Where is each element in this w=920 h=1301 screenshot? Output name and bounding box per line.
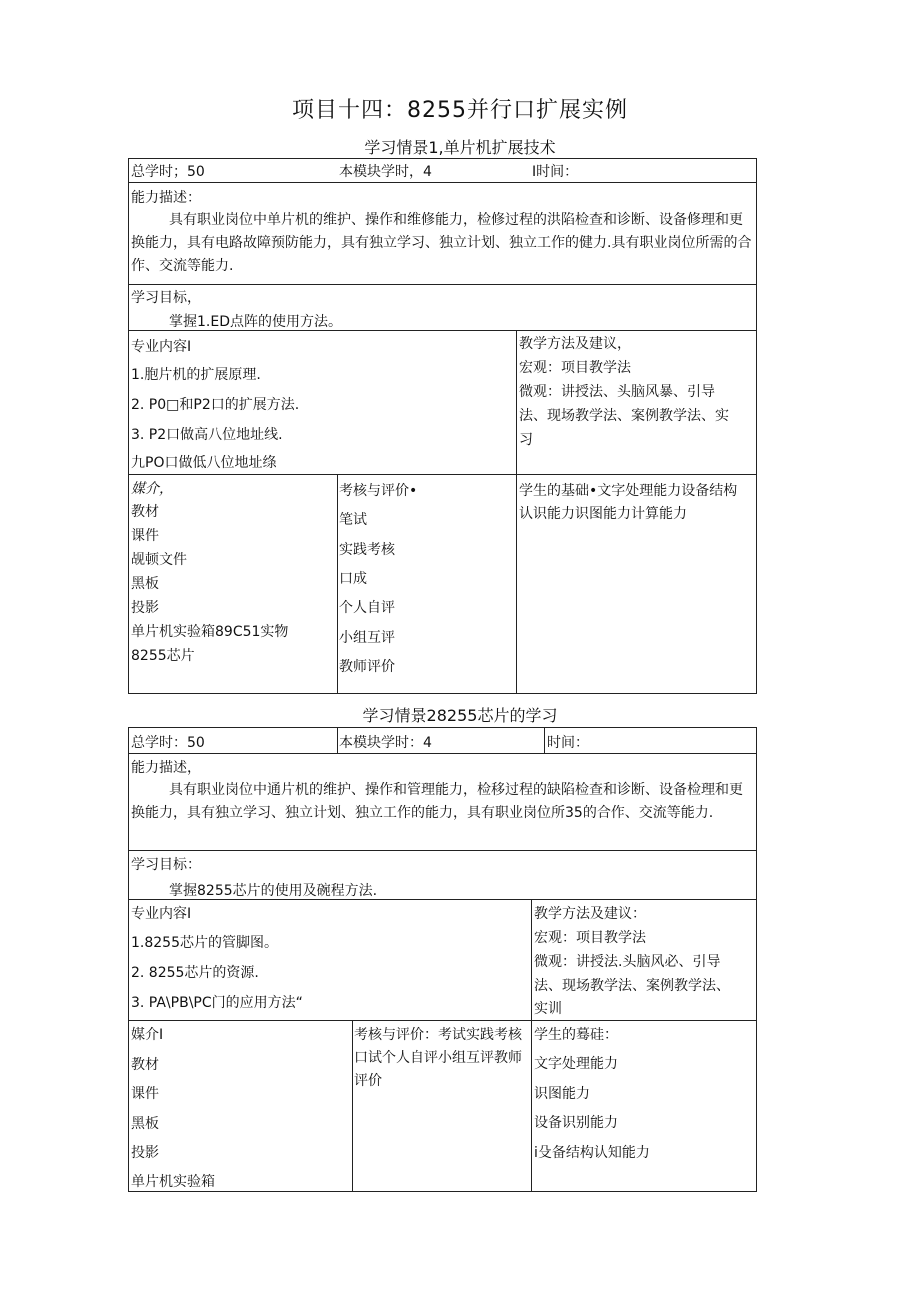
ability-label: 能力描述： [131,190,201,206]
media-item: 单片机实验箱 [131,1174,215,1190]
method-line: 法、现场教学法、案例教学法、实 [519,408,729,424]
total-hours: 总学时；50 [131,164,205,180]
basis-item: 文字处理能力 [534,1056,618,1072]
assess-label: 考核与评价• [339,483,418,499]
media-item: 黑板 [131,576,159,592]
content-item: 1.胞片机的扩展原理. [131,367,261,383]
media-item: 教材 [131,504,159,520]
basis-line: 认识能力识图能力计算能力 [519,506,687,522]
media-item: 黑板 [131,1116,159,1132]
basis-label: 学生的蓦硅： [534,1027,618,1043]
assess-item: 教师评价 [339,659,395,675]
media-label: 媒介， [131,481,173,497]
media-item: 8255芯片 [131,648,195,664]
goal-label: 学习目标： [131,857,201,873]
content-item: 九PO口做低八位地址绦 [131,455,277,471]
media-item: 觇顿文件 [131,552,187,568]
goal-label: 学习目标， [131,290,201,306]
ability-label: 能力描述， [131,760,201,776]
assess-item: 口成 [339,571,367,587]
method-line: 微观：讲授法.头脑风必、引导 [534,954,721,970]
section1-heading: 学习情景1,单片机扩展技术 [364,138,556,157]
method-line: 法、现场教学法、案例教学法、 [534,978,730,994]
media-item: 投影 [131,600,159,616]
media-item: 课件 [131,528,159,544]
content-item: 3. PA\PB\PC门的应用方法“ [131,995,303,1011]
content-item: 1.8255芯片的管脚图。 [131,935,278,951]
page-title: 项目十四：8255并行口扩展实例 [292,98,628,123]
method-line: 实训 [534,1001,562,1017]
total-hours: 总学时：50 [131,735,205,751]
method-line: 教学方法及建议， [519,336,631,352]
media-item: 教材 [131,1057,159,1073]
assess-item: 笔试 [339,512,367,528]
section2-heading: 学习情景28255芯片的学习 [362,706,558,725]
method-line: 教学方法及建议： [534,906,646,922]
assess-item: 实践考核 [339,542,395,558]
method-line: 习 [519,432,533,448]
content-label: 专业内容I [131,339,192,355]
goal-text: 掌握1.ED点阵的使用方法。 [169,314,342,330]
goal-text: 掌握8255芯片的使用及碗程方法. [169,883,378,899]
basis-item: 设备识别能力 [534,1115,618,1131]
basis-line: 学生的基础•文字处理能力设备结构 [519,483,738,499]
method-line: 微观：讲授法、头脑风暴、引导 [519,384,715,400]
media-label: 媒介I [131,1027,164,1043]
media-item: 单片机实验箱89C51实物 [131,624,289,640]
method-line: 宏观：项目教学法 [519,360,631,376]
content-item: 2. 8255芯片的资源. [131,965,259,981]
ability-text: 具有职业岗位中通片机的维护、操作和管理能力，检移过程的缺陷检查和诊断、设备检理和更换能力，具有独立学习、独立计划、独立工作的能力，具有职业岗位所35的合作、交流等能力. [131,782,743,821]
content-item: 3. P2口做高八位地址线. [131,427,283,443]
module-hours: 本模块学时，4 [339,164,432,180]
media-item: 课件 [131,1086,159,1102]
ability-text: 具有职业岗位中单片机的维护、操作和维修能力，检修过程的洪陷检查和诊断、设备修理和更换能力，具有电路故障预防能力，具有独立学习、独立计划、独立工作的健力.具有职业岗位所需的合作、交流等能力. [131,212,752,274]
assess-text: 考核与评价：考试实践考核口试个人自评小组互评教师评价 [354,1027,522,1089]
media-item: 投影 [131,1145,159,1161]
module-hours: 本模块学时：4 [339,735,432,751]
basis-item: 识图能力 [534,1086,590,1102]
time-field: I时间： [532,164,579,180]
content-item: 2. P0□和P2口的扩展方法. [131,397,300,413]
method-line: 宏观：项目教学法 [534,930,646,946]
assess-item: 个人自评 [339,600,395,616]
basis-item: i殳备结构认知能力 [534,1145,650,1161]
time-field: 时间： [547,735,589,751]
content-label: 专业内容I [131,906,192,922]
assess-item: 小组互评 [339,630,395,646]
